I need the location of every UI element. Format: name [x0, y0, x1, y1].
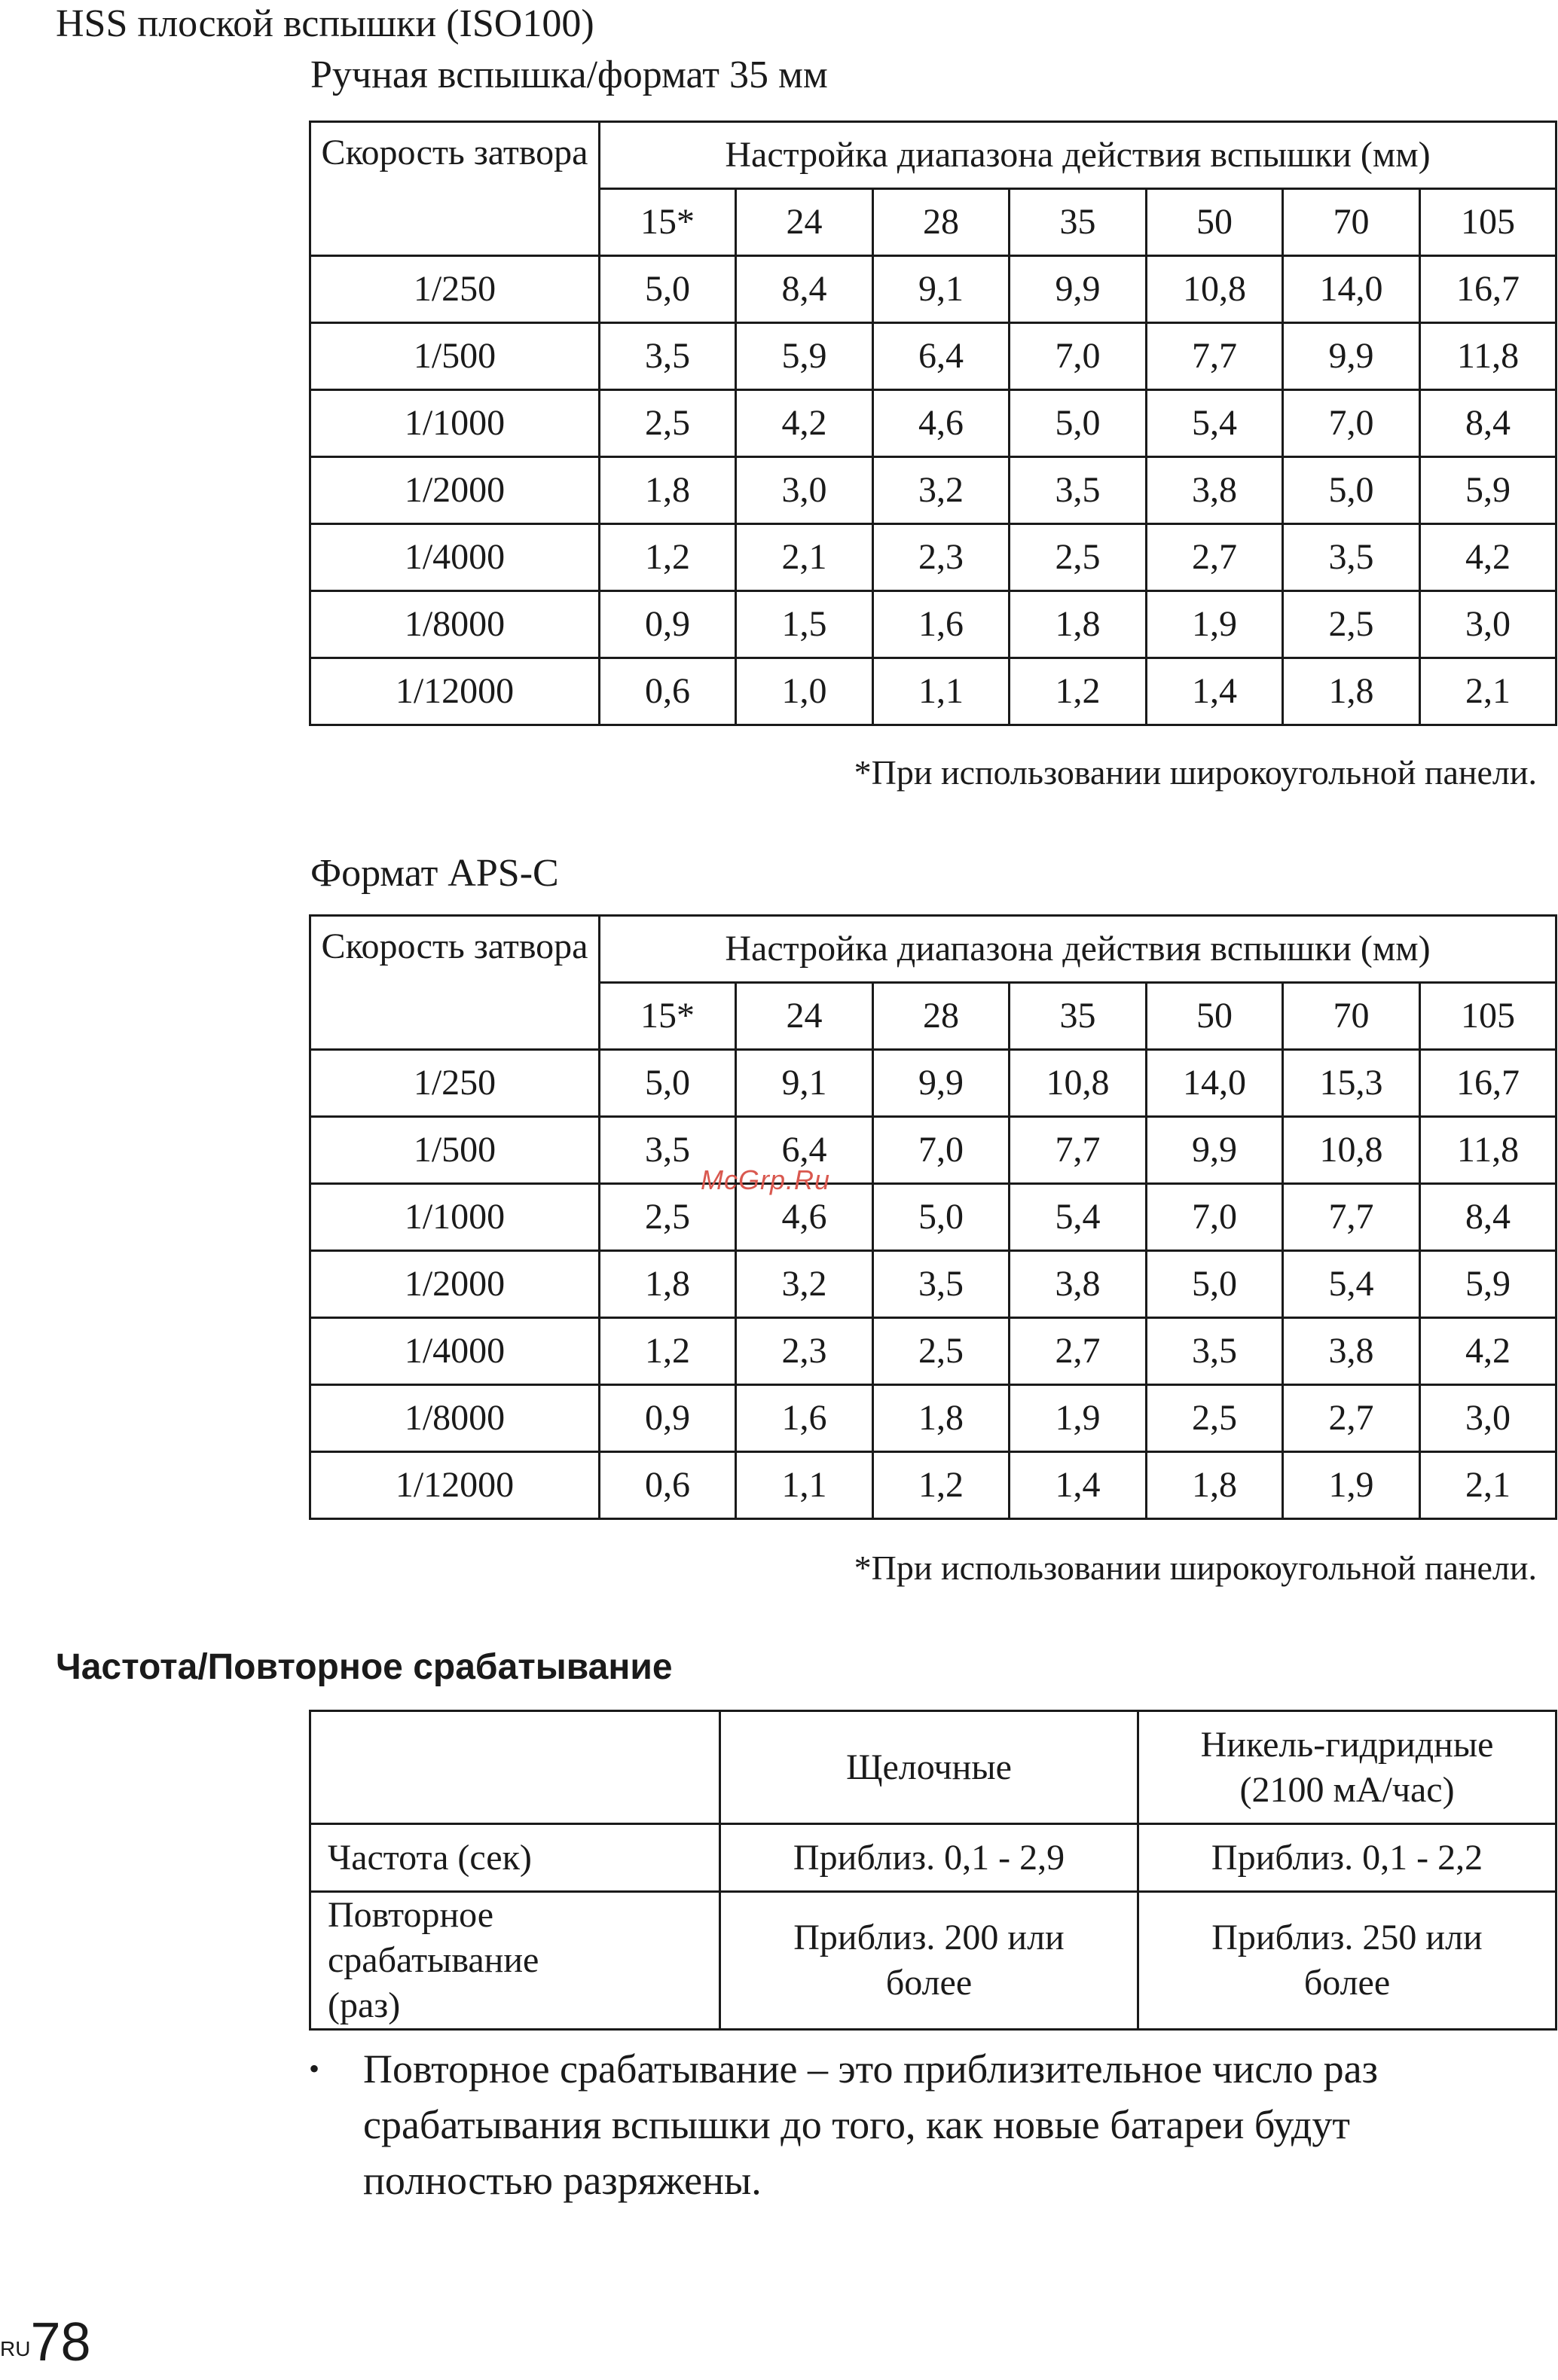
value-cell: 5,4: [1010, 1184, 1147, 1251]
column-header: 24: [736, 983, 873, 1050]
value-cell: 6,4: [873, 323, 1010, 390]
table-row: [310, 390, 1556, 457]
row-label: Повторное срабатывание (раз): [310, 1892, 720, 2030]
value-cell: 1,9: [1147, 591, 1283, 658]
value-cell: 2,5: [873, 1318, 1010, 1385]
value-cell: 1,2: [600, 524, 736, 591]
value-cell: 3,2: [873, 457, 1010, 524]
value-cell: 2,5: [1010, 524, 1147, 591]
value-cell: 8,4: [736, 256, 873, 323]
value-cell: 0,6: [600, 1452, 736, 1519]
value-cell: 3,2: [736, 1251, 873, 1318]
value-cell: 0,9: [600, 1385, 736, 1452]
value-cell: 7,7: [1147, 323, 1283, 390]
value-cell: 5,9: [736, 323, 873, 390]
table-aps-c: [309, 914, 1557, 1520]
value-cell: 3,0: [1420, 591, 1556, 658]
value-cell: 2,5: [1147, 1385, 1283, 1452]
value-cell: 3,8: [1147, 457, 1283, 524]
value-cell: 9,9: [1010, 256, 1147, 323]
value-cell: 1,4: [1010, 1452, 1147, 1519]
value-cell: 15,3: [1283, 1050, 1420, 1117]
table-row: [310, 1385, 1556, 1452]
value-cell: 1,6: [736, 1385, 873, 1452]
value-cell: 6,4: [736, 1117, 873, 1184]
value-cell: 9,9: [1147, 1117, 1283, 1184]
value-cell: 4,2: [1420, 1318, 1556, 1385]
table-frequency: [309, 1710, 1557, 2031]
table-row: [310, 1892, 1556, 2030]
group-header: Настройка диапазона действия вспышки (мм): [600, 122, 1556, 189]
speed-cell: 1/250: [310, 1050, 600, 1117]
value-cell: 3,5: [873, 1251, 1010, 1318]
speed-cell: 1/12000: [310, 658, 600, 725]
table-row: [310, 591, 1556, 658]
value-cell: 1,6: [873, 591, 1010, 658]
value-cell: 9,1: [736, 1050, 873, 1117]
value-cell: 2,3: [736, 1318, 873, 1385]
value-cell: 1,1: [873, 658, 1010, 725]
table-row: [310, 1251, 1556, 1318]
value-cell: 11,8: [1420, 323, 1556, 390]
value-cell: 5,0: [600, 256, 736, 323]
value-cell: 2,5: [600, 1184, 736, 1251]
value-cell: 3,0: [1420, 1385, 1556, 1452]
table-row: [310, 1050, 1556, 1117]
table-row: [310, 1184, 1556, 1251]
speed-cell: 1/500: [310, 1117, 600, 1184]
value-cell: 5,0: [600, 1050, 736, 1117]
column-header: 15*: [600, 983, 736, 1050]
value-cell: 5,4: [1147, 390, 1283, 457]
value-cell: 7,0: [1147, 1184, 1283, 1251]
column-header: 24: [736, 189, 873, 256]
speed-cell: 1/250: [310, 256, 600, 323]
value-cell: 4,2: [736, 390, 873, 457]
corner-header: Скорость затвора: [310, 122, 600, 256]
column-header: 105: [1420, 189, 1556, 256]
value-cell: 3,5: [600, 323, 736, 390]
table-row: [310, 1824, 1556, 1892]
column-header: 50: [1147, 189, 1283, 256]
value-cell: 2,1: [736, 524, 873, 591]
value-cell: 0,6: [600, 658, 736, 725]
column-header: 70: [1283, 983, 1420, 1050]
value-cell: 1,2: [873, 1452, 1010, 1519]
value-cell: 10,8: [1147, 256, 1283, 323]
value-cell: 4,6: [873, 390, 1010, 457]
value-cell: 2,7: [1283, 1385, 1420, 1452]
table1-footnote: *При использовании широкоугольной панели.: [854, 753, 1537, 792]
value-cell: 3,8: [1010, 1251, 1147, 1318]
table2-title: Формат APS-C: [310, 852, 559, 895]
value-cell: 1,8: [1283, 658, 1420, 725]
page-lang: RU: [0, 2337, 31, 2360]
value-cell: 7,7: [1283, 1184, 1420, 1251]
value-cell: 5,0: [873, 1184, 1010, 1251]
value-cell: 3,5: [1147, 1318, 1283, 1385]
value-cell: 5,0: [1283, 457, 1420, 524]
value-cell: 4,2: [1420, 524, 1556, 591]
speed-cell: 1/8000: [310, 1385, 600, 1452]
bullet-icon: •: [309, 2052, 320, 2086]
value-cell: 7,0: [1010, 323, 1147, 390]
column-header: 70: [1283, 189, 1420, 256]
value-cell: 3,5: [1010, 457, 1147, 524]
value-cell: 5,4: [1283, 1251, 1420, 1318]
column-header: 15*: [600, 189, 736, 256]
speed-cell: 1/500: [310, 323, 600, 390]
value-cell: 1,0: [736, 658, 873, 725]
value-cell: 2,5: [600, 390, 736, 457]
page-number: [0, 2312, 91, 2380]
value-cell: 16,7: [1420, 1050, 1556, 1117]
value-cell: 1,8: [1147, 1452, 1283, 1519]
column-header: 35: [1010, 983, 1147, 1050]
table-row: [310, 256, 1556, 323]
value-cell: 7,7: [1010, 1117, 1147, 1184]
value-cell: 7,0: [1283, 390, 1420, 457]
value-cell: 9,9: [873, 1050, 1010, 1117]
value-cell: 1,2: [600, 1318, 736, 1385]
value-cell: 0,9: [600, 591, 736, 658]
value-cell: 16,7: [1420, 256, 1556, 323]
column-header-alkaline: Щелочные: [720, 1711, 1138, 1824]
value-cell: 5,0: [1147, 1251, 1283, 1318]
value-cell: 2,7: [1147, 524, 1283, 591]
value-cell: 3,5: [600, 1117, 736, 1184]
corner-header: Скорость затвора: [310, 916, 600, 1050]
speed-cell: 1/1000: [310, 1184, 600, 1251]
value-cell: Приблиз. 250 или более: [1138, 1892, 1556, 2030]
speed-cell: 1/2000: [310, 1251, 600, 1318]
value-cell: 8,4: [1420, 1184, 1556, 1251]
column-header: 35: [1010, 189, 1147, 256]
speed-cell: 1/4000: [310, 524, 600, 591]
bullet-note: [309, 2041, 1529, 2208]
value-cell: 1,9: [1010, 1385, 1147, 1452]
speed-cell: 1/4000: [310, 1318, 600, 1385]
value-cell: 3,8: [1283, 1318, 1420, 1385]
column-header: 105: [1420, 983, 1556, 1050]
value-cell: 5,9: [1420, 1251, 1556, 1318]
value-cell: 2,1: [1420, 1452, 1556, 1519]
page-heading: HSS плоской вспышки (ISO100): [56, 2, 594, 45]
value-cell: 8,4: [1420, 390, 1556, 457]
value-cell: 1,5: [736, 591, 873, 658]
value-cell: 4,6: [736, 1184, 873, 1251]
value-cell: 2,3: [873, 524, 1010, 591]
value-cell: 1,9: [1283, 1452, 1420, 1519]
column-header: 28: [873, 189, 1010, 256]
column-header: 50: [1147, 983, 1283, 1050]
table-row: [310, 524, 1556, 591]
table-row: [310, 457, 1556, 524]
table2-footnote: *При использовании широкоугольной панели.: [854, 1549, 1537, 1587]
table-35mm: [309, 121, 1557, 726]
group-header: Настройка диапазона действия вспышки (мм): [600, 916, 1556, 983]
value-cell: 1,8: [600, 457, 736, 524]
value-cell: 9,9: [1283, 323, 1420, 390]
value-cell: 9,1: [873, 256, 1010, 323]
value-cell: 1,2: [1010, 658, 1147, 725]
table-row: [310, 1452, 1556, 1519]
speed-cell: 1/12000: [310, 1452, 600, 1519]
value-cell: 7,0: [873, 1117, 1010, 1184]
value-cell: 14,0: [1283, 256, 1420, 323]
value-cell: 10,8: [1283, 1117, 1420, 1184]
table-row: [310, 1117, 1556, 1184]
table-row: [310, 658, 1556, 725]
row-label: Частота (сек): [310, 1824, 720, 1892]
speed-cell: 1/8000: [310, 591, 600, 658]
value-cell: Приблиз. 0,1 - 2,2: [1138, 1824, 1556, 1892]
value-cell: 2,7: [1010, 1318, 1147, 1385]
table-row: [310, 323, 1556, 390]
column-header: 28: [873, 983, 1010, 1050]
table-row: [310, 1318, 1556, 1385]
value-cell: 2,5: [1283, 591, 1420, 658]
value-cell: 5,9: [1420, 457, 1556, 524]
table1-title: Ручная вспышка/формат 35 мм: [310, 53, 828, 96]
value-cell: 3,0: [736, 457, 873, 524]
speed-cell: 1/2000: [310, 457, 600, 524]
value-cell: 1,1: [736, 1452, 873, 1519]
value-cell: 10,8: [1010, 1050, 1147, 1117]
value-cell: 1,4: [1147, 658, 1283, 725]
page-number-value: 78: [30, 2312, 91, 2372]
value-cell: 14,0: [1147, 1050, 1283, 1117]
empty-corner: [310, 1711, 720, 1824]
value-cell: 2,1: [1420, 658, 1556, 725]
value-cell: 11,8: [1420, 1117, 1556, 1184]
column-header-nimh: Никель-гидридные (2100 мА/час): [1138, 1711, 1556, 1824]
value-cell: Приблиз. 0,1 - 2,9: [720, 1824, 1138, 1892]
bullet-text: Повторное срабатывание – это приблизительное число раз срабатывания вспышки до того, как новые батареи будут полностью разряжены.: [363, 2046, 1378, 2203]
value-cell: 1,8: [600, 1251, 736, 1318]
value-cell: 3,5: [1283, 524, 1420, 591]
value-cell: 1,8: [873, 1385, 1010, 1452]
value-cell: Приблиз. 200 или более: [720, 1892, 1138, 2030]
value-cell: 5,0: [1010, 390, 1147, 457]
watermark: McGrp.Ru: [701, 1164, 831, 1195]
speed-cell: 1/1000: [310, 390, 600, 457]
frequency-heading: Частота/Повторное срабатывание: [56, 1647, 673, 1687]
value-cell: 1,8: [1010, 591, 1147, 658]
